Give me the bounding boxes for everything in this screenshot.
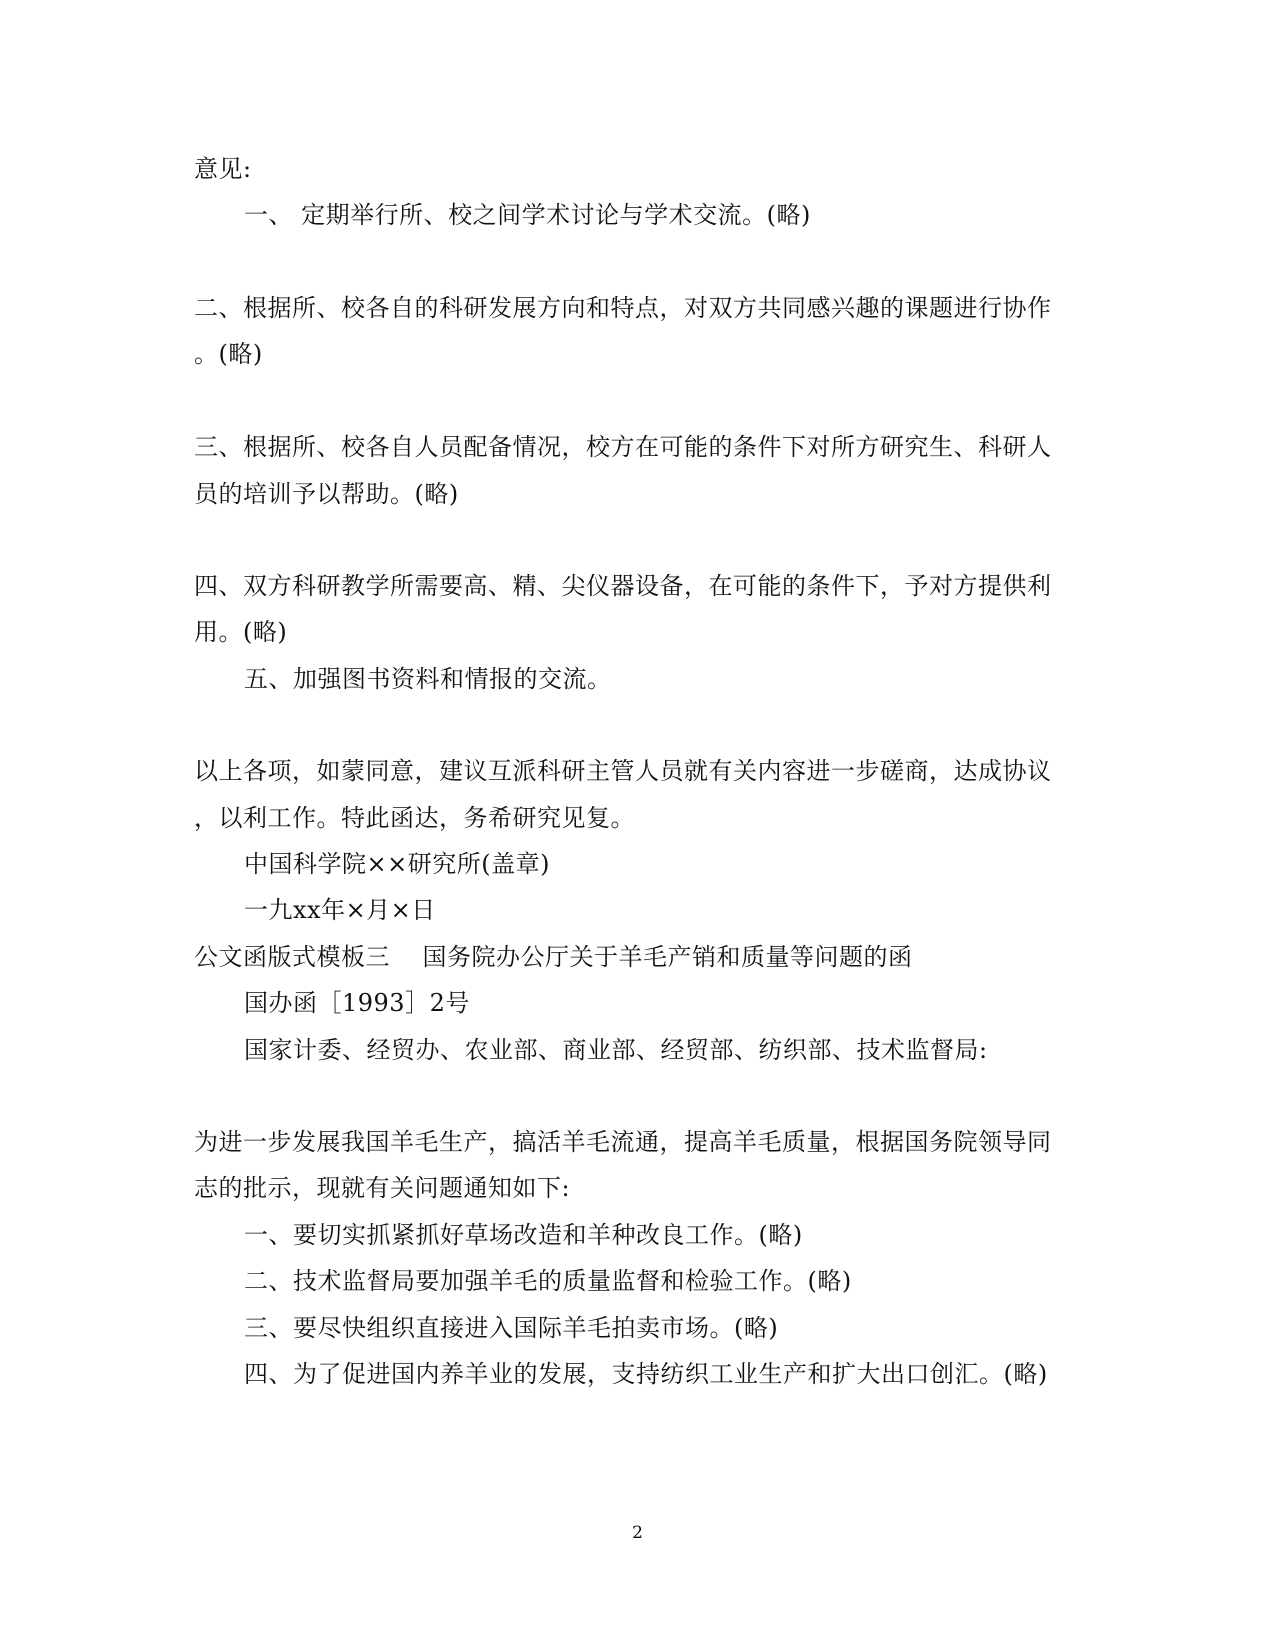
letter-two-heading: 公文函版式模板三 国务院办公厅关于羊毛产销和质量等问题的函 xyxy=(194,943,913,971)
letter-one-item-5: 五、加强图书资料和情报的交流。 xyxy=(244,665,612,693)
letter-two-item-3: 三、要尽快组织直接进入国际羊毛拍卖市场。(略) xyxy=(244,1314,779,1342)
letter-two-item-2: 二、技术监督局要加强羊毛的质量监督和检验工作。(略) xyxy=(244,1267,852,1295)
letter-two-item-1: 一、要切实抓紧抓好草场改造和羊种改良工作。(略) xyxy=(244,1221,803,1249)
letter-one-item-1: 一、 定期举行所、校之间学术讨论与学术交流。(略) xyxy=(244,201,811,229)
letter-one-item-2-line-2: 。(略) xyxy=(194,340,263,368)
recipients-line: 国家计委、经贸办、农业部、商业部、经贸部、纺织部、技术监督局: xyxy=(244,1036,988,1064)
letter-one-item-4-line-1: 四、双方科研教学所需要高、精、尖仪器设备，在可能的条件下，予对方提供利 xyxy=(194,572,1052,600)
intro-line-2: 志的批示，现就有关问题通知如下: xyxy=(194,1174,571,1202)
sender-signature: 中国科学院××研究所(盖章) xyxy=(244,850,550,878)
letter-one-item-3-line-1: 三、根据所、校各自人员配备情况，校方在可能的条件下对所方研究生、科研人 xyxy=(194,433,1052,461)
page-number: 2 xyxy=(632,1523,643,1543)
closing-line-2: ，以利工作。特此函达，务希研究见复。 xyxy=(194,804,635,832)
letter-one-item-3-line-2: 员的培训予以帮助。(略) xyxy=(194,480,459,508)
letter-two-item-4: 四、为了促进国内养羊业的发展，支持纺织工业生产和扩大出口创汇。(略) xyxy=(244,1360,1048,1388)
letter-one-item-2-line-1: 二、根据所、校各自的科研发展方向和特点，对双方共同感兴趣的课题进行协作 xyxy=(194,294,1052,322)
letter-date: 一九xx年×月×日 xyxy=(244,896,436,924)
intro-line-1: 为进一步发展我国羊毛生产，搞活羊毛流通，提高羊毛质量，根据国务院领导同 xyxy=(194,1128,1052,1156)
letter-one-item-4-line-2: 用。(略) xyxy=(194,618,288,646)
closing-line-1: 以上各项，如蒙同意，建议互派科研主管人员就有关内容进一步磋商，达成协议 xyxy=(194,757,1052,785)
document-number: 国办函［1993］2号 xyxy=(244,989,470,1017)
opinion-heading: 意见: xyxy=(194,155,252,183)
